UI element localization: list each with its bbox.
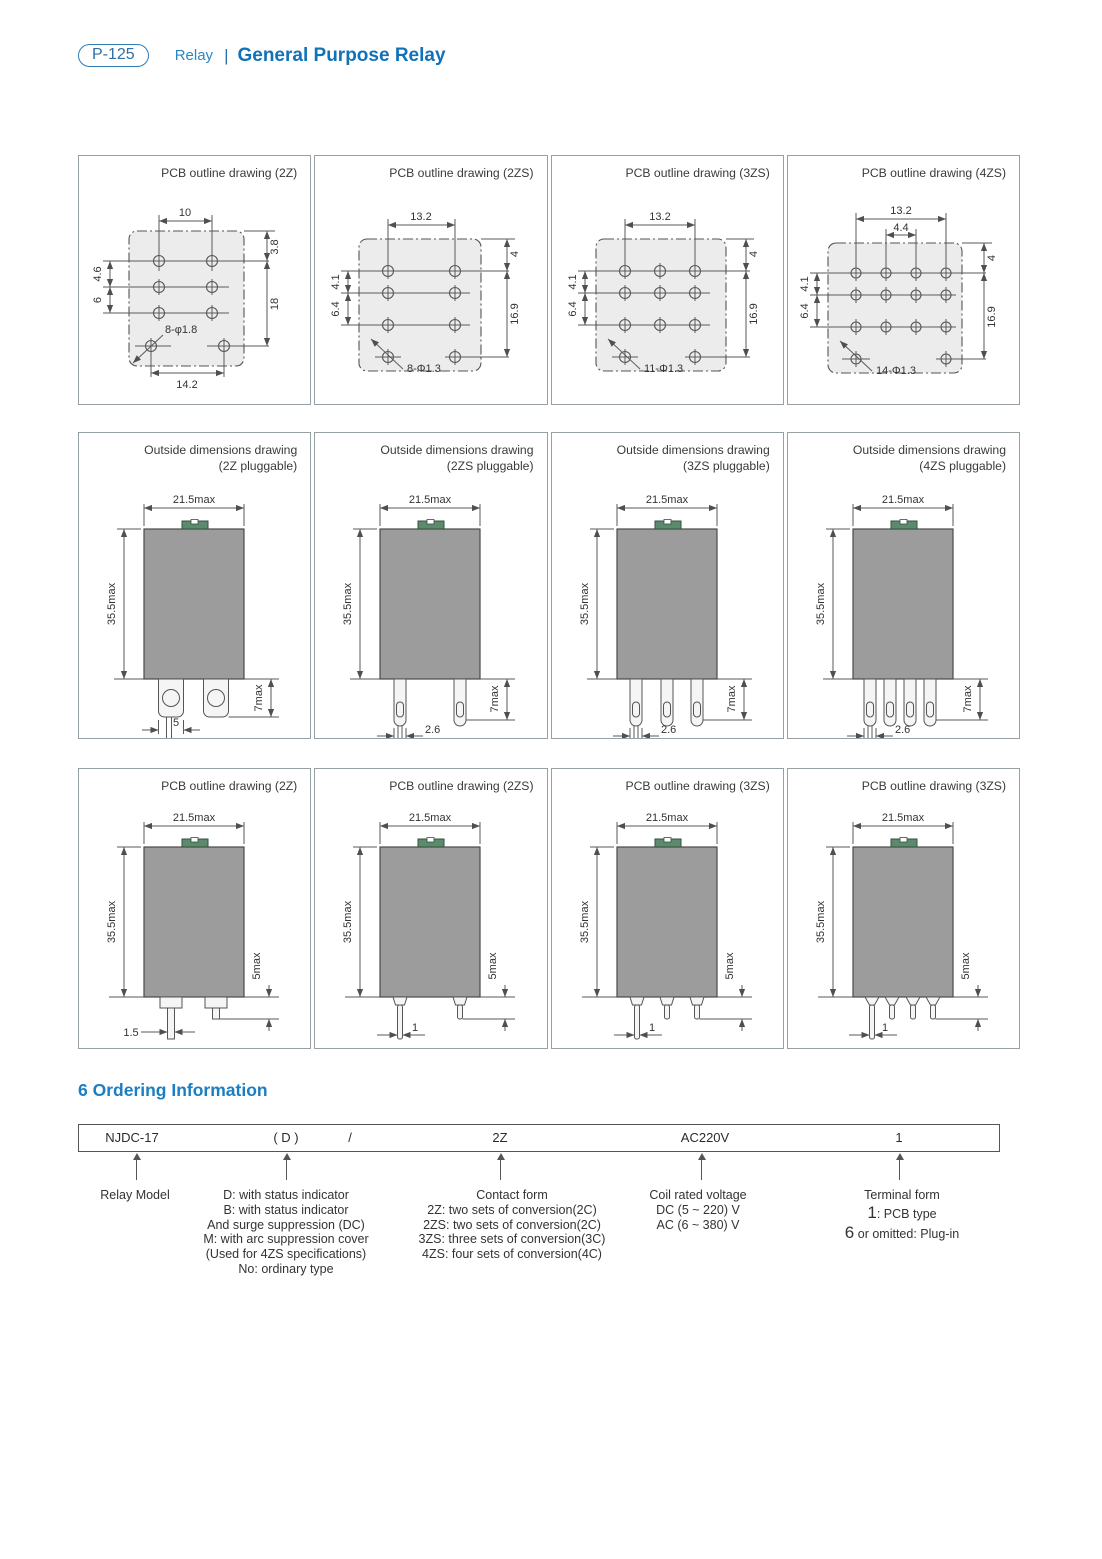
panel-title: PCB outline drawing (2Z): [161, 166, 298, 180]
hole-spec-label: 8-φ1.8: [165, 324, 198, 337]
dim-label: 18: [269, 297, 281, 311]
pcb-hole-pattern-4zs-figure: [788, 181, 1020, 393]
relay-pin: [393, 997, 407, 1005]
dim-label: 14.2: [176, 379, 198, 392]
dim-label: 35.5max: [106, 900, 118, 944]
dim-label: 5max: [487, 952, 500, 980]
dim-label: 4.1: [330, 274, 343, 290]
product-category: Relay: [174, 47, 214, 64]
panel-title: PCB outline drawing (3ZS): [861, 779, 1006, 793]
dim-label: 21.5max: [172, 494, 216, 507]
dim-label: 4.1: [798, 276, 811, 292]
dim-label: 13.2: [890, 205, 912, 218]
relay-pin: [458, 1005, 463, 1019]
panel-pcbtype-2zs: [314, 768, 547, 1049]
code-part-terminal: 1: [895, 1130, 903, 1145]
relay-pin: [906, 997, 920, 1005]
relay-pcbtype-4zs-figure: [788, 799, 1020, 1044]
relay-pin: [213, 1008, 220, 1019]
dim-label: 13.2: [648, 211, 671, 224]
relay-pin: [160, 997, 182, 1008]
page-title: General Purpose Relay: [237, 44, 446, 66]
dim-label: 21.5max: [645, 812, 688, 825]
legend-indicator-options: D: with status indicator B: with status indicator And surge suppression (DC) M: with arc suppression cover (Used for 4ZS specifications) No: ordinary type: [203, 1188, 369, 1276]
dim-label: 6.4: [330, 301, 343, 317]
dim-label: 21.5max: [881, 494, 924, 507]
dim-label: 1.5: [123, 1027, 139, 1040]
relay-pin: [453, 997, 467, 1005]
dim-label: 16.9: [509, 303, 522, 325]
relay-pin: [865, 997, 879, 1005]
dim-label: 21.5max: [409, 494, 452, 507]
pcb-outline-drawings-row: [78, 768, 1020, 1049]
dim-label: 3.8: [269, 239, 281, 255]
relay-pin: [630, 997, 644, 1005]
section-heading: 6 Ordering Information: [78, 1080, 268, 1100]
panel-pcb-2z: [78, 155, 311, 405]
dim-label: 6.4: [798, 303, 811, 319]
up-arrow-icon: [500, 1156, 501, 1180]
dim-label: 4: [509, 251, 522, 258]
dim-label: 1: [881, 1022, 888, 1035]
dim-label: 35.5max: [814, 583, 827, 626]
dim-label: 16.9: [747, 303, 760, 325]
relay-pin: [168, 1008, 175, 1039]
dim-label: 35.5max: [578, 583, 591, 626]
dim-label: 35.5max: [578, 900, 591, 944]
page-number-pill: P-125: [78, 44, 149, 67]
panel-title: Outside dimensions drawing (2Z pluggable): [144, 443, 298, 474]
up-arrow-icon: [286, 1156, 287, 1180]
dim-label: 21.5max: [881, 812, 924, 825]
pcb-hole-pattern-2z-figure: [79, 181, 311, 393]
relay-pin: [634, 1005, 639, 1039]
relay-body: [853, 529, 953, 679]
dim-label: 4.4: [893, 222, 909, 235]
dim-label: 1: [412, 1022, 419, 1035]
panel-pcb-4zs: [787, 155, 1020, 405]
code-part-indicator: ( D ): [273, 1130, 299, 1145]
dim-label: 5: [172, 717, 180, 730]
dim-label: 2.6: [660, 724, 676, 737]
dim-label: 5max: [251, 952, 263, 980]
relay-pin: [664, 1005, 669, 1019]
relay-body: [380, 847, 480, 997]
legend-terminal-form: Terminal form 1: PCB type 6 or omitted: Plug-in: [844, 1188, 960, 1242]
panel-title: Outside dimensions drawing (3ZS pluggable): [616, 443, 770, 474]
page-header: [78, 44, 446, 67]
relay-pin: [885, 997, 899, 1005]
dim-label: 16.9: [985, 306, 998, 328]
relay-outline-3zs-figure: [552, 474, 784, 739]
code-part-contact: 2Z: [492, 1130, 508, 1145]
up-arrow-icon: [136, 1156, 137, 1180]
hole-spec-label: 14-Φ1.3: [875, 365, 916, 378]
code-part-slash: /: [348, 1130, 352, 1145]
dim-label: 4: [747, 251, 760, 258]
panel-title: PCB outline drawing (4ZS): [861, 166, 1006, 180]
up-arrow-icon: [701, 1156, 702, 1180]
panel-title: PCB outline drawing (2Z): [161, 779, 298, 793]
dim-label: 2.6: [425, 724, 441, 737]
dim-label: 6: [92, 297, 104, 304]
dim-label: 7max: [725, 685, 738, 713]
pcb-hole-drawings-row: [78, 155, 1020, 405]
relay-outline-2zs-figure: [315, 474, 547, 739]
relay-pin: [926, 997, 940, 1005]
dim-label: 6.4: [566, 301, 579, 317]
panel-title: Outside dimensions drawing (4ZS pluggable): [852, 443, 1006, 474]
dim-label: 4: [985, 255, 998, 262]
relay-outline-2z-figure: [79, 474, 311, 739]
hole-spec-label: 11-Φ1.3: [643, 363, 683, 376]
hole-spec-label: 8-Φ1.3: [407, 363, 442, 376]
dim-label: 4.6: [92, 266, 104, 282]
dim-label: 35.5max: [342, 900, 355, 944]
panel-title: PCB outline drawing (2ZS): [389, 166, 534, 180]
relay-pcbtype-3zs-figure: [552, 799, 784, 1044]
dim-label: 21.5max: [172, 812, 216, 825]
dim-label: 7max: [961, 685, 974, 713]
ordering-information-section: [78, 1080, 1008, 1320]
panel-pcbtype-4zs: [787, 768, 1020, 1049]
relay-pin: [869, 1005, 874, 1039]
dim-label: 7max: [489, 685, 502, 713]
dim-label: 21.5max: [409, 812, 452, 825]
relay-outline-4zs-figure: [788, 474, 1020, 739]
panel-pcb-3zs: [551, 155, 784, 405]
panel-outline-2z-pluggable: [78, 432, 311, 739]
relay-pin: [398, 1005, 403, 1039]
relay-pin: [694, 1005, 699, 1019]
relay-pcbtype-2z-figure: [79, 799, 311, 1044]
relay-pin: [690, 997, 704, 1005]
relay-pin: [889, 1005, 894, 1019]
relay-body: [617, 847, 717, 997]
up-arrow-icon: [899, 1156, 900, 1180]
dim-label: 35.5max: [342, 583, 355, 626]
relay-pin: [930, 1005, 935, 1019]
dim-label: 4.1: [566, 274, 579, 290]
relay-pcbtype-2zs-figure: [315, 799, 547, 1044]
relay-body: [144, 529, 244, 679]
outside-dimension-drawings-row: [78, 432, 1020, 739]
dim-label: 10: [178, 207, 192, 220]
pcb-hole-pattern-3zs-figure: [552, 181, 784, 393]
code-part-model: NJDC-17: [105, 1130, 159, 1145]
relay-pin: [910, 1005, 915, 1019]
dim-label: 35.5max: [814, 900, 827, 944]
header-divider: |: [224, 45, 229, 65]
relay-pin: [205, 997, 227, 1008]
relay-body: [617, 529, 717, 679]
panel-pcb-2zs: [314, 155, 547, 405]
dim-label: 5max: [959, 952, 972, 980]
panel-title: PCB outline drawing (3ZS): [625, 779, 770, 793]
dim-label: 35.5max: [106, 583, 118, 626]
relay-body: [853, 847, 953, 997]
panel-outline-4zs-pluggable: [787, 432, 1020, 739]
dim-label: 7max: [253, 684, 265, 712]
panel-outline-2zs-pluggable: [314, 432, 547, 739]
dim-label: 2.6: [894, 724, 911, 737]
pcb-hole-pattern-2zs-figure: [315, 181, 547, 393]
dim-label: 5max: [723, 952, 736, 980]
panel-title: PCB outline drawing (2ZS): [389, 779, 534, 793]
legend-relay-model: Relay Model: [100, 1188, 170, 1202]
legend-coil-voltage: Coil rated voltage DC (5 ~ 220) V AC (6 ~ 380) V: [649, 1188, 747, 1232]
panel-pcbtype-2z: [78, 768, 311, 1049]
ordering-code-box: [78, 1124, 1000, 1152]
panel-title: Outside dimensions drawing (2ZS pluggable): [380, 443, 534, 474]
panel-pcbtype-3zs: [551, 768, 784, 1049]
code-part-voltage: AC220V: [680, 1130, 730, 1145]
panel-outline-3zs-pluggable: [551, 432, 784, 739]
relay-body: [144, 847, 244, 997]
relay-pin: [660, 997, 674, 1005]
dim-label: 21.5max: [645, 494, 688, 507]
dim-label: 13.2: [410, 211, 432, 224]
dim-label: 1: [648, 1022, 655, 1035]
relay-body: [380, 529, 480, 679]
legend-contact-form: Contact form 2Z: two sets of conversion(2C) 2ZS: two sets of conversion(2C) 3ZS: three sets of conversion(3C) 4ZS: four sets of conversion(4C): [418, 1188, 606, 1261]
panel-title: PCB outline drawing (3ZS): [625, 166, 770, 180]
